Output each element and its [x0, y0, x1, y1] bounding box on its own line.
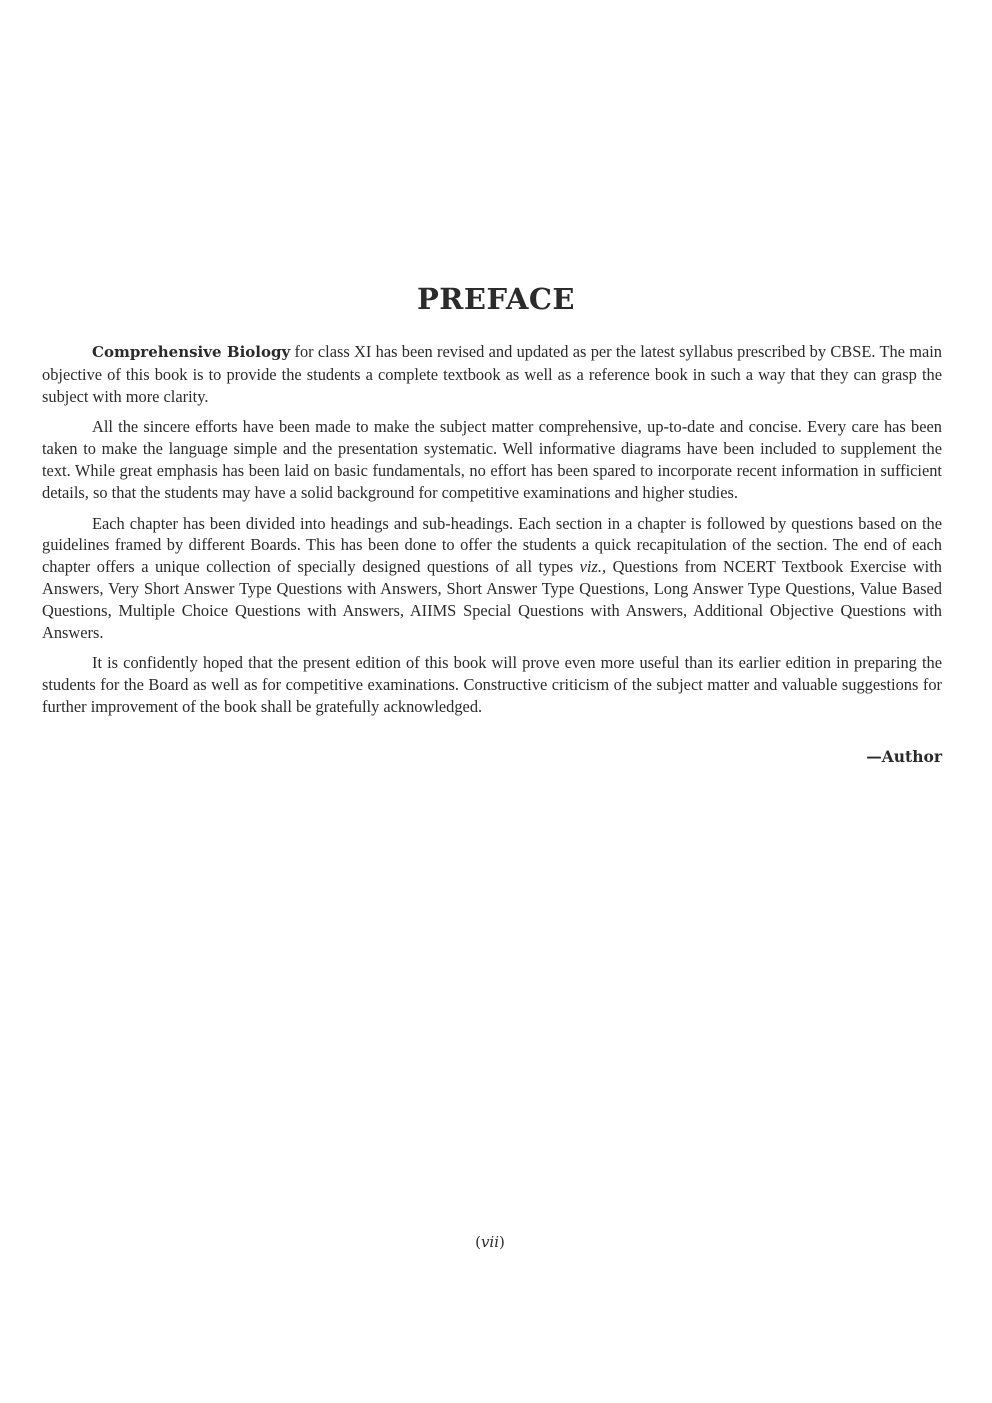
page-number-close: ) [499, 1233, 505, 1251]
paragraph-chapters [42, 513, 942, 644]
book-title-bold: Comprehensive Biology [92, 343, 291, 361]
page-number-open: ( [475, 1233, 481, 1251]
paragraph-efforts: All the sincere efforts have been made to make the subject matter comprehensive, up-to-date and concise. Every care has been taken to make the language simple and the presentation systematic. Well informative diagrams have been included to supplement the text. While great emphasis has been laid on basic fundamentals, no effort has been spared to incorporate recent information in sufficient details, so that the students may have a solid background for competitive examinations and higher studies. [42, 417, 942, 502]
paragraph-chapters-text-after: Questions from NCERT Textbook Exercise with Answers, Very Short Answer Type Questions with Answers, Short Answer Type Questions, Long Answer Type Questions, Value Based Questions, Multiple Choice Questions with Answers, AIIMS Special Questions with Answers, Additional Objective Questions with Answers. [42, 557, 942, 642]
preface-body [42, 341, 942, 727]
page-number [0, 1233, 980, 1251]
page-title: PREFACE [416, 282, 576, 316]
paragraph-intro [42, 341, 942, 407]
author-signoff: —Author [866, 747, 942, 766]
paragraph-intro-text: for class XI has been revised and updated as per the latest syllabus prescribed by CBSE. The main objective of this book is to provide the students a complete textbook as well as a reference book in such a way that they can grasp the subject with more clarity. [42, 342, 942, 406]
page-number-value: vii [480, 1233, 500, 1251]
viz-italic: viz., [579, 557, 607, 577]
paragraph-hope: It is confidently hoped that the present edition of this book will prove even more useful than its earlier edition in preparing the students for the Board as well as for competitive examinations. Constructive criticism of the subject matter and valuable suggestions for further improvement of the book shall be gratefully acknowledged. [42, 653, 942, 716]
paragraph-chapters-text-before: Each chapter has been divided into headings and sub-headings. Each section in a chapter is followed by questions based on the guidelines framed by different Boards. This has been done to offer the students a quick recapitulation of the section. The end of each chapter offers a unique collection of specially designed questions of all types [42, 513, 942, 577]
